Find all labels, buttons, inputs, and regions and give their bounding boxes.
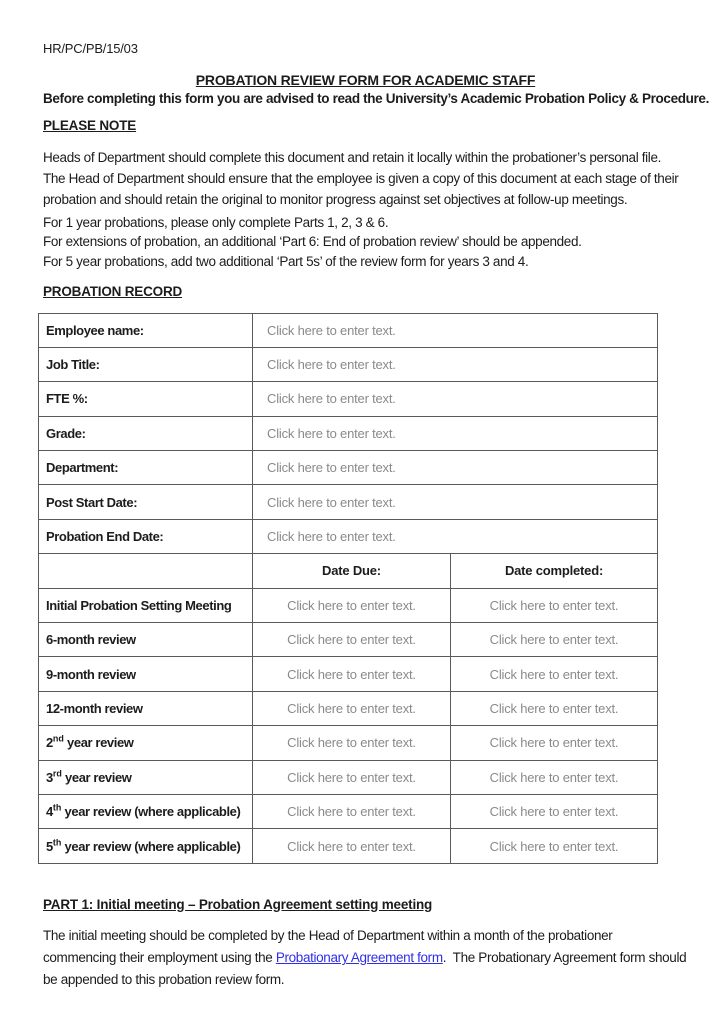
field-label: Post Start Date:: [39, 485, 253, 519]
part1-text-after-link: . The Probationary Agreement form should be appended to this probation review form.: [43, 950, 690, 988]
advisory-note: Before completing this form you are advised to read the University’s Academic Probation Policy & Procedure.: [43, 91, 709, 106]
table-row: [39, 794, 658, 828]
field-label: Department:: [39, 451, 253, 485]
text-entry-field[interactable]: Click here to enter text.: [253, 519, 658, 553]
text-entry-field[interactable]: Click here to enter text.: [253, 657, 451, 691]
field-label: Probation End Date:: [39, 519, 253, 553]
table-row: [39, 588, 658, 622]
text-entry-field[interactable]: Click here to enter text.: [451, 726, 658, 760]
field-label: Employee name:: [39, 313, 253, 347]
review-row-label: 2nd year review: [39, 726, 253, 760]
text-entry-field[interactable]: Click here to enter text.: [451, 588, 658, 622]
text-entry-field[interactable]: Click here to enter text.: [253, 451, 658, 485]
field-label: Job Title:: [39, 347, 253, 381]
table-row: [39, 657, 658, 691]
text-entry-field[interactable]: Click here to enter text.: [451, 691, 658, 725]
table-row: [39, 726, 658, 760]
probation-record-table: [38, 313, 658, 864]
review-row-label: 12-month review: [39, 691, 253, 725]
ordinal-suffix: th: [52, 837, 62, 848]
column-header-date-completed: Date completed:: [451, 554, 658, 588]
part1-paragraph: [43, 925, 688, 991]
review-row-label: 6-month review: [39, 623, 253, 657]
review-row-label: Initial Probation Setting Meeting: [39, 588, 253, 622]
text-entry-field[interactable]: Click here to enter text.: [451, 794, 658, 828]
text-entry-field[interactable]: Click here to enter text.: [253, 623, 451, 657]
text-entry-field[interactable]: Click here to enter text.: [451, 657, 658, 691]
text-entry-field[interactable]: Click here to enter text.: [451, 760, 658, 794]
table-row: [39, 519, 658, 553]
text-entry-field[interactable]: Click here to enter text.: [253, 760, 451, 794]
table-row: [39, 760, 658, 794]
review-row-label: 3rd year review: [39, 760, 253, 794]
part1-heading: PART 1: Initial meeting – Probation Agreement setting meeting: [43, 896, 433, 912]
table-row: [39, 416, 658, 450]
text-entry-field[interactable]: Click here to enter text.: [253, 416, 658, 450]
ordinal-suffix: rd: [52, 768, 62, 779]
table-row: [39, 691, 658, 725]
text-entry-field[interactable]: Click here to enter text.: [253, 347, 658, 381]
instruction-line: For 5 year probations, add two additional ‘Part 5s’ of the review form for years 3 and 4.: [43, 253, 529, 269]
text-entry-field[interactable]: Click here to enter text.: [253, 485, 658, 519]
field-label: FTE %:: [39, 382, 253, 416]
ordinal-suffix: th: [52, 802, 62, 813]
text-entry-field[interactable]: Click here to enter text.: [253, 313, 658, 347]
note-paragraph-1: Heads of Department should complete this document and retain it locally within the probationer’s personal file.: [43, 149, 662, 165]
text-entry-field[interactable]: Click here to enter text.: [451, 829, 658, 863]
instruction-line: For extensions of probation, an additional ‘Part 6: End of probation review’ should be appended.: [43, 234, 582, 249]
text-entry-field[interactable]: Click here to enter text.: [253, 691, 451, 725]
text-entry-field[interactable]: Click here to enter text.: [253, 829, 451, 863]
doc-title: PROBATION REVIEW FORM FOR ACADEMIC STAFF: [195, 72, 536, 88]
review-row-label: 5th year review (where applicable): [39, 829, 253, 863]
text-entry-field[interactable]: Click here to enter text.: [253, 794, 451, 828]
table-row: [39, 347, 658, 381]
review-row-label: 4th year review (where applicable): [39, 794, 253, 828]
table-row: [39, 451, 658, 485]
table-row: [39, 623, 658, 657]
review-row-label: 9-month review: [39, 657, 253, 691]
note-paragraph-2: The Head of Department should ensure that the employee is given a copy of this document at each stage of their probation and should retain the original to monitor progress against set objectives at follow-up meetings.: [43, 170, 679, 207]
ordinal-suffix: nd: [52, 734, 64, 745]
field-label: Grade:: [39, 416, 253, 450]
probation-record-heading: PROBATION RECORD: [43, 284, 183, 299]
completion-instructions: [43, 213, 688, 272]
text-entry-field[interactable]: Click here to enter text.: [253, 382, 658, 416]
table-row: [39, 829, 658, 863]
text-entry-field[interactable]: Click here to enter text.: [253, 588, 451, 622]
text-entry-field[interactable]: Click here to enter text.: [253, 726, 451, 760]
part1-text-before-link: The initial meeting should be completed by the Head of Department within a month of the probationer commencing their employment using the: [43, 928, 616, 966]
table-header-row: [39, 554, 658, 588]
table-row: [39, 485, 658, 519]
text-entry-field[interactable]: Click here to enter text.: [451, 623, 658, 657]
probationary-agreement-link[interactable]: Probationary Agreement form: [275, 950, 443, 966]
column-header-date-due: Date Due:: [253, 554, 451, 588]
instruction-line: For 1 year probations, please only complete Parts 1, 2, 3 & 6.: [43, 214, 389, 230]
table-row: [39, 313, 658, 347]
please-note-heading: PLEASE NOTE: [43, 118, 137, 133]
empty-cell: [39, 554, 253, 588]
table-row: [39, 382, 658, 416]
doc-reference-code: HR/PC/PB/15/03: [43, 41, 138, 56]
